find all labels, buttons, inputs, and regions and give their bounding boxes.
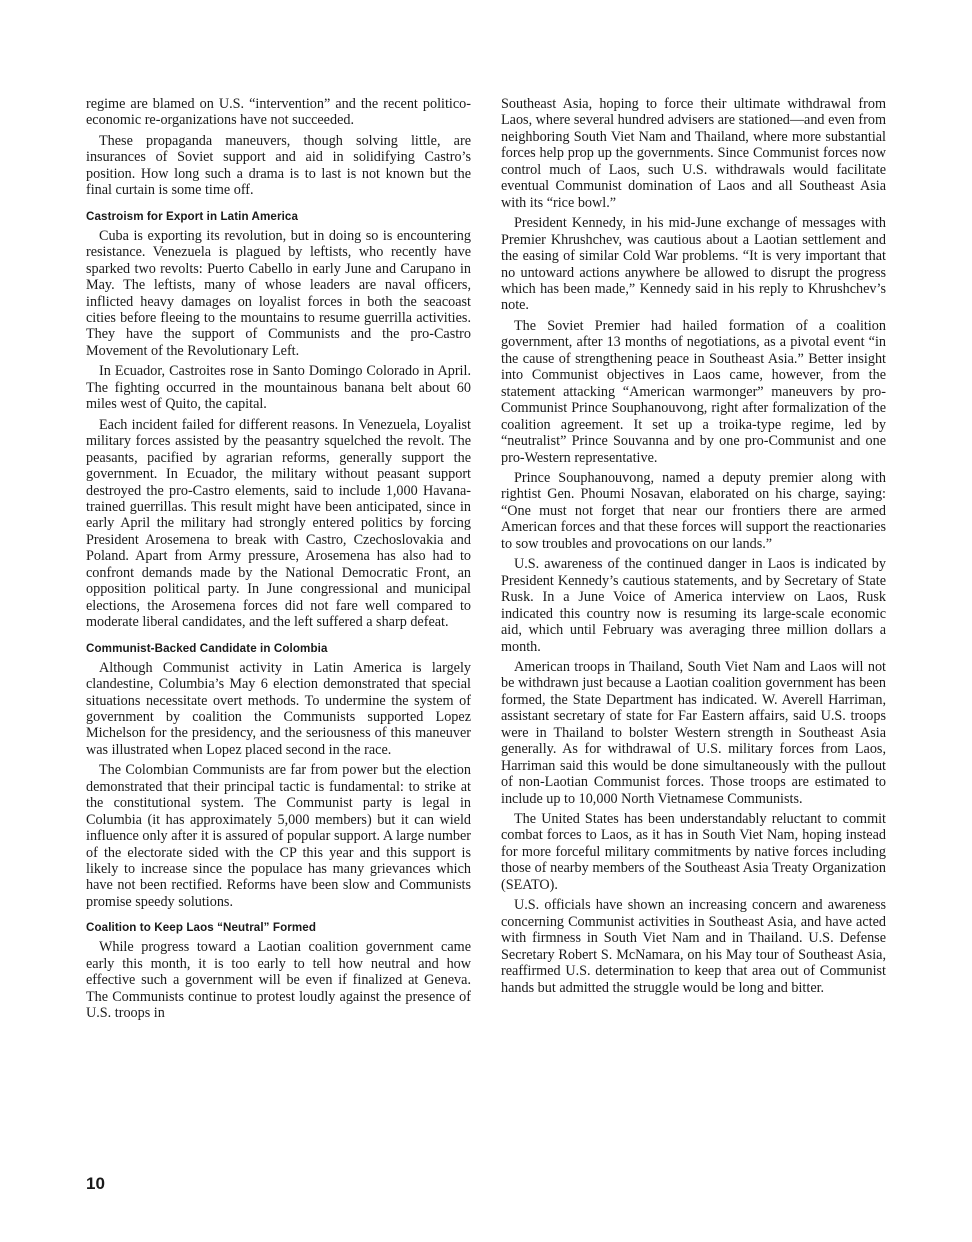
paragraph: The United States has been understandably reluctant to commit combat forces to Laos, as it has in South Viet Nam, hoping instead for more forceful military commitments by native forces including those of nearby members of the Southeast Asia Treaty Organization (SEATO). [501,811,886,893]
paragraph: In Ecuador, Castroites rose in Santo Domingo Colorado in April. The fighting occurred in the mountainous banana belt about 60 miles west of Quito, the capital. [86,363,471,413]
paragraph: Southeast Asia, hoping to force their ultimate withdrawal from Laos, where several hundred advisers are stationed—and even from neighboring South Viet Nam and Thailand, where more substantial forces help prop up the governments. Since Communist forces now control much of Laos, such U.S. withdrawals would facilitate eventual Communist domination of Laos and all Southeast Asia with its “rice bowl.” [501,96,886,211]
left-column [86,96,471,1026]
section-heading-colombia: Communist-Backed Candidate in Colombia [86,641,328,655]
paragraph: Cuba is exporting its revolution, but in doing so is encountering resistance. Venezuela is plagued by leftists, who recently have sparked two revolts: Puerto Cabello in early June and Carupano in May. The leftists, many of whose leaders are naval officers, inflicted heavy damages on loyalist forces in both the seacoast cities before fleeing to the mountains to resume guerrilla activities. They have the support of Communists and the pro-Castro Movement of the Revolutionary Left. [86,227,471,359]
page-number: 10 [86,1174,105,1193]
paragraph: American troops in Thailand, South Viet Nam and Laos will not be withdrawn just because a Laotian coalition government has been formed, the State Department has indicated. W. Averell Harriman, assistant secretary of state for Far Eastern affairs, said U.S. troops were in Thailand to bolster Western strength in Southeast Asia generally. As for withdrawal of U.S. military forces from Laos, Harriman said this would be done simultaneously with the pullout of non-Laotian Communist forces. Those troops are estimated to include up to 10,000 North Vietnamese Communists. [501,658,886,807]
paragraph: While progress toward a Laotian coalition government came early this month, it is too early to tell how neutral and how effective such a government will be even if finalized at Geneva. The Communists continue to protest loudly against the presence of U.S. troops in [86,939,471,1022]
section-heading-castroism: Castroism for Export in Latin America [86,209,299,223]
paragraph: Prince Souphanouvong, named a deputy premier along with rightist Gen. Phoumi Nosavan, elaborated on his charge, saying: “One must not forget that near our frontiers there are armed American forces and that these forces will support the reactionaries to sow troubles and provocations on our lands.” [501,469,886,552]
paragraph: U.S. awareness of the continued danger in Laos is indicated by President Kennedy’s cautious statements, and by Secretary of State Rusk. In a June Voice of America interview on Laos, Rusk indicated this country now is resuming its large-scale economic aid, which until February was averaging three million dollars a month. [501,556,886,655]
right-column [501,96,886,1000]
paragraph: U.S. officials have shown an increasing concern and awareness concerning Communist activities in Southeast Asia, and have acted with firmness in South Viet Nam and in Thailand. U.S. Defense Secretary Robert S. McNamara, on his May tour of Southeast Asia, reaffirmed U.S. determination to keep that area out of Communist hands but admitted the struggle would be long and bitter. [501,897,886,996]
paragraph: Each incident failed for different reasons. In Venezuela, Loyalist military forces assisted by the peasantry squelched the revolt. The peasants, pacified by agrarian reforms, generally support the government. In Ecuador, the military without peasant support destroyed the pro-Castro elements, said to include 1,000 Havana-trained guerrillas. This result might have been anticipated, since in early April the military had strongly entered politics by forcing President Arosemena to break with Castro, Czechoslovakia and Poland. Apart from Army pressure, Arosemena has also had to confront demands made by the National Democratic Front, an opposition political party. In June congressional and municipal elections, the Arosemena forces did not fare well compared to moderate liberal candidates, and the left suffered a sharp defeat. [86,416,471,631]
paragraph: President Kennedy, in his mid-June exchange of messages with Premier Khrushchev, was cautious about a Laotian settlement and the easing of similar Cold War problems. “It is very important that no untoward actions anywhere be allowed to disrupt the progress which has been made,” Kennedy said in his reply to Khrushchev’s note. [501,215,886,314]
paragraph: The Colombian Communists are far from power but the election demonstrated that their principal tactic is fundamental: to strike at the constitutional system. The Communist party is legal in Columbia (it has approximately 5,000 members) but it can wield influence only after it is assured of popular support. A large number of the electorate sided with the CP this year and this support is likely to increase since the populace has many grievances which have not been rectified. Reforms have been slow and Communists promise speedy solutions. [86,762,471,910]
paragraph: The Soviet Premier had hailed formation of a coalition government, after 13 months of negotiations, as a pivotal event “in the cause of strengthening peace in Southeast Asia.” Better insight into Communist objectives in Laos came, however, from the statement attacking “American warmonger” maneuvers by pro-Communist Prince Souphanouvong, right after formalization of the coalition agreement. It set up a troika-type regime, led by “neutralist” Prince Souvanna and by one pro-Communist and one pro-Western representative. [501,317,886,466]
paragraph: Although Communist activity in Latin America is largely clandestine, Columbia’s May 6 election demonstrated that special situations necessitate overt methods. To undermine the system of government by coalition the Communists supported Lopez Michelson for the presidency, and the seriousness of this maneuver was illustrated when Lopez placed second in the race. [86,659,471,758]
section-heading-laos: Coalition to Keep Laos “Neutral” Formed [86,921,317,935]
paragraph: These propaganda maneuvers, though solving little, are insurances of Soviet support and aid in solidifying Castro’s position. How long such a drama is to last is not known but the final curtain is some time off. [86,132,471,199]
paragraph: regime are blamed on U.S. “intervention” and the recent politico-economic re-organizations have not succeeded. [86,96,471,129]
